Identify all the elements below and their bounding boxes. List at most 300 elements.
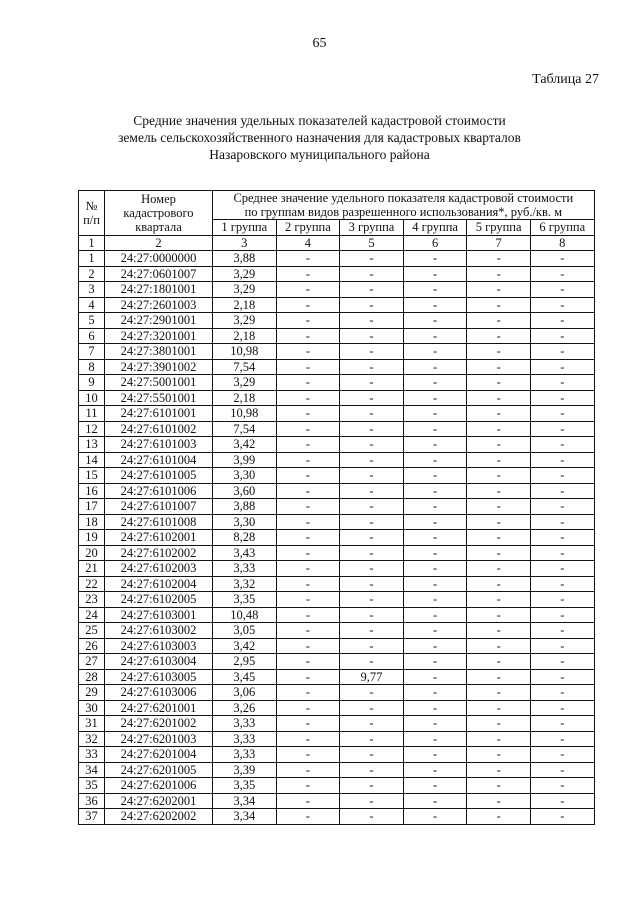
table-row <box>79 452 595 468</box>
group-4-value-cell: - <box>403 731 467 747</box>
group-2-value-cell: - <box>276 607 340 623</box>
group-3-value-cell: - <box>340 483 404 499</box>
table-row <box>79 251 595 267</box>
group-4-value-cell: - <box>403 499 467 515</box>
group-2-value-cell: - <box>276 375 340 391</box>
page-number: 65 <box>312 36 327 51</box>
group-6-value-cell: - <box>530 561 594 577</box>
row-number-cell: 26 <box>79 638 105 654</box>
cadastral-quarter-cell: 24:27:5501001 <box>105 390 213 406</box>
group-5-value-cell: - <box>467 762 531 778</box>
group-1-value-cell: 3,39 <box>213 762 277 778</box>
group-1-value-cell: 7,54 <box>213 421 277 437</box>
group-5-value-cell: - <box>467 328 531 344</box>
group-1-value-cell: 2,18 <box>213 390 277 406</box>
group-2-value-cell: - <box>276 251 340 267</box>
group-6-value-cell: - <box>530 406 594 422</box>
group-3-value-cell: - <box>340 344 404 360</box>
group-4-value-cell: - <box>403 297 467 313</box>
cadastral-quarter-cell: 24:27:6103006 <box>105 685 213 701</box>
group-3-value-cell: 9,77 <box>340 669 404 685</box>
row-number-cell: 7 <box>79 344 105 360</box>
table-row <box>79 282 595 298</box>
cadastral-quarter-cell: 24:27:6103001 <box>105 607 213 623</box>
group-2-value-cell: - <box>276 623 340 639</box>
cadastral-quarter-cell: 24:27:2601003 <box>105 297 213 313</box>
group-3-value-cell: - <box>340 266 404 282</box>
table-header <box>79 191 595 251</box>
row-number-cell: 1 <box>79 251 105 267</box>
table-row <box>79 514 595 530</box>
row-number-cell: 25 <box>79 623 105 639</box>
group-1-value-cell: 3,30 <box>213 514 277 530</box>
group-2-value-cell: - <box>276 654 340 670</box>
group-2-value-cell: - <box>276 576 340 592</box>
group-6-value-cell: - <box>530 530 594 546</box>
group-3-value-cell: - <box>340 623 404 639</box>
group-4-value-cell: - <box>403 623 467 639</box>
cadastral-quarter-cell: 24:27:6101003 <box>105 437 213 453</box>
group-2-value-cell: - <box>276 809 340 825</box>
group-1-value-cell: 2,95 <box>213 654 277 670</box>
group-1-value-cell: 3,35 <box>213 778 277 794</box>
group-6-value-cell: - <box>530 375 594 391</box>
group-4-value-cell: - <box>403 685 467 701</box>
group-3-value-cell: - <box>340 282 404 298</box>
group-5-value-cell: - <box>467 793 531 809</box>
group-6-value-cell: - <box>530 359 594 375</box>
table-row <box>79 669 595 685</box>
cadastral-quarter-cell: 24:27:6202002 <box>105 809 213 825</box>
group-3-value-cell: - <box>340 452 404 468</box>
group-5-value-cell: - <box>467 607 531 623</box>
row-number-cell: 3 <box>79 282 105 298</box>
row-number-cell: 28 <box>79 669 105 685</box>
group-4-value-cell: - <box>403 406 467 422</box>
row-number-cell: 29 <box>79 685 105 701</box>
group-4-value-cell: - <box>403 809 467 825</box>
group-3-value-cell: - <box>340 762 404 778</box>
group-5-value-cell: - <box>467 406 531 422</box>
table-row <box>79 344 595 360</box>
group-4-value-cell: - <box>403 545 467 561</box>
table-row <box>79 313 595 329</box>
group-4-value-cell: - <box>403 437 467 453</box>
group-1-value-cell: 3,29 <box>213 282 277 298</box>
header-column-number: 3 <box>213 235 277 251</box>
table-row <box>79 375 595 391</box>
row-number-cell: 18 <box>79 514 105 530</box>
group-3-value-cell: - <box>340 499 404 515</box>
row-number-cell: 21 <box>79 561 105 577</box>
group-5-value-cell: - <box>467 778 531 794</box>
group-3-value-cell: - <box>340 421 404 437</box>
group-4-value-cell: - <box>403 607 467 623</box>
group-1-value-cell: 10,98 <box>213 406 277 422</box>
title-line-3: Назаровского муниципального района <box>209 147 430 162</box>
row-number-cell: 34 <box>79 762 105 778</box>
header-row-number: № п/п <box>79 191 105 236</box>
group-3-value-cell: - <box>340 545 404 561</box>
group-4-value-cell: - <box>403 452 467 468</box>
group-4-value-cell: - <box>403 561 467 577</box>
cadastral-quarter-cell: 24:27:0000000 <box>105 251 213 267</box>
table-row <box>79 762 595 778</box>
row-number-cell: 6 <box>79 328 105 344</box>
group-2-value-cell: - <box>276 313 340 329</box>
header-numbering-row <box>79 235 595 251</box>
group-6-value-cell: - <box>530 654 594 670</box>
title-line-1: Средние значения удельных показателей кадастровой стоимости <box>133 113 506 128</box>
header-column-number: 1 <box>79 235 105 251</box>
table-row <box>79 685 595 701</box>
row-number-cell: 16 <box>79 483 105 499</box>
row-number-cell: 31 <box>79 716 105 732</box>
group-6-value-cell: - <box>530 576 594 592</box>
group-6-value-cell: - <box>530 669 594 685</box>
row-number-cell: 15 <box>79 468 105 484</box>
group-2-value-cell: - <box>276 716 340 732</box>
group-6-value-cell: - <box>530 313 594 329</box>
group-1-value-cell: 3,33 <box>213 731 277 747</box>
group-5-value-cell: - <box>467 452 531 468</box>
group-4-value-cell: - <box>403 483 467 499</box>
header-average-value: Среднее значение удельного показателя кадастровой стоимости по группам видов разрешенного использования*, руб./кв. м <box>213 191 595 220</box>
group-1-value-cell: 7,54 <box>213 359 277 375</box>
cadastral-quarter-cell: 24:27:3801001 <box>105 344 213 360</box>
cadastral-quarter-cell: 24:27:6201006 <box>105 778 213 794</box>
header-group-2: 2 группа <box>276 220 340 236</box>
group-5-value-cell: - <box>467 297 531 313</box>
group-1-value-cell: 3,29 <box>213 375 277 391</box>
group-3-value-cell: - <box>340 592 404 608</box>
group-4-value-cell: - <box>403 576 467 592</box>
group-6-value-cell: - <box>530 545 594 561</box>
row-number-cell: 2 <box>79 266 105 282</box>
group-3-value-cell: - <box>340 638 404 654</box>
group-1-value-cell: 2,18 <box>213 328 277 344</box>
group-5-value-cell: - <box>467 266 531 282</box>
group-2-value-cell: - <box>276 421 340 437</box>
row-number-cell: 27 <box>79 654 105 670</box>
group-5-value-cell: - <box>467 545 531 561</box>
group-6-value-cell: - <box>530 793 594 809</box>
group-3-value-cell: - <box>340 313 404 329</box>
group-6-value-cell: - <box>530 685 594 701</box>
header-column-number: 2 <box>105 235 213 251</box>
table-title <box>0 112 639 163</box>
group-6-value-cell: - <box>530 514 594 530</box>
group-5-value-cell: - <box>467 731 531 747</box>
header-group-1: 1 группа <box>213 220 277 236</box>
group-5-value-cell: - <box>467 809 531 825</box>
cadastral-quarter-cell: 24:27:6101007 <box>105 499 213 515</box>
table-row <box>79 576 595 592</box>
group-1-value-cell: 3,88 <box>213 251 277 267</box>
cadastral-quarter-cell: 24:27:6103003 <box>105 638 213 654</box>
cadastral-quarter-cell: 24:27:0601007 <box>105 266 213 282</box>
group-4-value-cell: - <box>403 328 467 344</box>
group-1-value-cell: 3,99 <box>213 452 277 468</box>
header-group-5: 5 группа <box>467 220 531 236</box>
group-4-value-cell: - <box>403 530 467 546</box>
group-6-value-cell: - <box>530 607 594 623</box>
group-1-value-cell: 3,88 <box>213 499 277 515</box>
group-1-value-cell: 3,42 <box>213 437 277 453</box>
table-row <box>79 623 595 639</box>
group-5-value-cell: - <box>467 282 531 298</box>
cadastral-quarter-cell: 24:27:6102002 <box>105 545 213 561</box>
group-4-value-cell: - <box>403 282 467 298</box>
group-6-value-cell: - <box>530 809 594 825</box>
group-1-value-cell: 3,34 <box>213 793 277 809</box>
table-row <box>79 654 595 670</box>
group-1-value-cell: 10,98 <box>213 344 277 360</box>
header-column-number: 4 <box>276 235 340 251</box>
group-2-value-cell: - <box>276 700 340 716</box>
table-row <box>79 793 595 809</box>
row-number-cell: 36 <box>79 793 105 809</box>
group-2-value-cell: - <box>276 514 340 530</box>
group-6-value-cell: - <box>530 716 594 732</box>
group-4-value-cell: - <box>403 669 467 685</box>
group-1-value-cell: 3,35 <box>213 592 277 608</box>
group-6-value-cell: - <box>530 251 594 267</box>
table-row <box>79 421 595 437</box>
group-5-value-cell: - <box>467 251 531 267</box>
cadastral-quarter-cell: 24:27:6102003 <box>105 561 213 577</box>
row-number-cell: 35 <box>79 778 105 794</box>
group-1-value-cell: 3,33 <box>213 716 277 732</box>
group-5-value-cell: - <box>467 700 531 716</box>
group-5-value-cell: - <box>467 747 531 763</box>
row-number-cell: 12 <box>79 421 105 437</box>
group-6-value-cell: - <box>530 499 594 515</box>
cadastral-quarter-cell: 24:27:6103004 <box>105 654 213 670</box>
group-2-value-cell: - <box>276 592 340 608</box>
group-4-value-cell: - <box>403 700 467 716</box>
group-1-value-cell: 3,30 <box>213 468 277 484</box>
cadastral-quarter-cell: 24:27:6202001 <box>105 793 213 809</box>
group-5-value-cell: - <box>467 669 531 685</box>
group-5-value-cell: - <box>467 468 531 484</box>
group-5-value-cell: - <box>467 483 531 499</box>
group-2-value-cell: - <box>276 452 340 468</box>
row-number-cell: 20 <box>79 545 105 561</box>
group-2-value-cell: - <box>276 499 340 515</box>
table-row <box>79 530 595 546</box>
group-3-value-cell: - <box>340 654 404 670</box>
table-row <box>79 638 595 654</box>
group-4-value-cell: - <box>403 716 467 732</box>
group-1-value-cell: 3,45 <box>213 669 277 685</box>
group-2-value-cell: - <box>276 266 340 282</box>
table-row <box>79 390 595 406</box>
row-number-cell: 14 <box>79 452 105 468</box>
cadastral-quarter-cell: 24:27:6102005 <box>105 592 213 608</box>
group-6-value-cell: - <box>530 282 594 298</box>
table-row <box>79 468 595 484</box>
group-2-value-cell: - <box>276 685 340 701</box>
group-2-value-cell: - <box>276 778 340 794</box>
group-1-value-cell: 2,18 <box>213 297 277 313</box>
table-label: Таблица 27 <box>532 72 599 87</box>
group-5-value-cell: - <box>467 437 531 453</box>
group-6-value-cell: - <box>530 700 594 716</box>
group-4-value-cell: - <box>403 375 467 391</box>
cadastral-quarter-cell: 24:27:6201005 <box>105 762 213 778</box>
group-5-value-cell: - <box>467 638 531 654</box>
table-row <box>79 297 595 313</box>
cadastral-quarter-cell: 24:27:6201002 <box>105 716 213 732</box>
group-6-value-cell: - <box>530 421 594 437</box>
table-row <box>79 716 595 732</box>
group-2-value-cell: - <box>276 468 340 484</box>
row-number-cell: 8 <box>79 359 105 375</box>
table-row <box>79 731 595 747</box>
row-number-cell: 22 <box>79 576 105 592</box>
group-2-value-cell: - <box>276 530 340 546</box>
group-3-value-cell: - <box>340 607 404 623</box>
cadastral-quarter-cell: 24:27:6101002 <box>105 421 213 437</box>
group-4-value-cell: - <box>403 313 467 329</box>
group-6-value-cell: - <box>530 778 594 794</box>
table-row <box>79 483 595 499</box>
group-3-value-cell: - <box>340 716 404 732</box>
group-4-value-cell: - <box>403 638 467 654</box>
group-1-value-cell: 3,43 <box>213 545 277 561</box>
header-group-6: 6 группа <box>530 220 594 236</box>
row-number-cell: 23 <box>79 592 105 608</box>
row-number-cell: 19 <box>79 530 105 546</box>
group-4-value-cell: - <box>403 654 467 670</box>
group-1-value-cell: 3,33 <box>213 561 277 577</box>
group-6-value-cell: - <box>530 762 594 778</box>
table-row <box>79 809 595 825</box>
group-6-value-cell: - <box>530 437 594 453</box>
group-1-value-cell: 3,06 <box>213 685 277 701</box>
group-6-value-cell: - <box>530 468 594 484</box>
group-1-value-cell: 3,29 <box>213 313 277 329</box>
group-4-value-cell: - <box>403 514 467 530</box>
table-row <box>79 359 595 375</box>
group-1-value-cell: 3,32 <box>213 576 277 592</box>
header-column-number: 7 <box>467 235 531 251</box>
header-column-number: 6 <box>403 235 467 251</box>
group-6-value-cell: - <box>530 328 594 344</box>
group-1-value-cell: 3,33 <box>213 747 277 763</box>
cadastral-quarter-cell: 24:27:5001001 <box>105 375 213 391</box>
group-1-value-cell: 3,60 <box>213 483 277 499</box>
header-group-3: 3 группа <box>340 220 404 236</box>
table-row <box>79 592 595 608</box>
group-2-value-cell: - <box>276 483 340 499</box>
group-3-value-cell: - <box>340 793 404 809</box>
row-number-cell: 37 <box>79 809 105 825</box>
group-5-value-cell: - <box>467 623 531 639</box>
group-5-value-cell: - <box>467 313 531 329</box>
group-3-value-cell: - <box>340 809 404 825</box>
table-row <box>79 328 595 344</box>
group-3-value-cell: - <box>340 778 404 794</box>
group-3-value-cell: - <box>340 468 404 484</box>
group-4-value-cell: - <box>403 592 467 608</box>
group-3-value-cell: - <box>340 685 404 701</box>
group-6-value-cell: - <box>530 390 594 406</box>
group-3-value-cell: - <box>340 390 404 406</box>
group-6-value-cell: - <box>530 452 594 468</box>
row-number-cell: 9 <box>79 375 105 391</box>
group-6-value-cell: - <box>530 592 594 608</box>
row-number-cell: 13 <box>79 437 105 453</box>
group-1-value-cell: 3,29 <box>213 266 277 282</box>
group-2-value-cell: - <box>276 762 340 778</box>
group-5-value-cell: - <box>467 421 531 437</box>
group-5-value-cell: - <box>467 654 531 670</box>
group-4-value-cell: - <box>403 421 467 437</box>
group-2-value-cell: - <box>276 638 340 654</box>
group-3-value-cell: - <box>340 251 404 267</box>
header-cadastral-quarter: Номер кадастрового квартала <box>105 191 213 236</box>
group-6-value-cell: - <box>530 483 594 499</box>
group-3-value-cell: - <box>340 561 404 577</box>
group-5-value-cell: - <box>467 375 531 391</box>
table-row <box>79 406 595 422</box>
row-number-cell: 17 <box>79 499 105 515</box>
group-5-value-cell: - <box>467 561 531 577</box>
header-group-4: 4 группа <box>403 220 467 236</box>
group-6-value-cell: - <box>530 623 594 639</box>
group-4-value-cell: - <box>403 778 467 794</box>
group-2-value-cell: - <box>276 297 340 313</box>
cadastral-quarter-cell: 24:27:6101006 <box>105 483 213 499</box>
group-5-value-cell: - <box>467 359 531 375</box>
cadastral-quarter-cell: 24:27:6103002 <box>105 623 213 639</box>
table-row <box>79 747 595 763</box>
table-row <box>79 437 595 453</box>
cadastral-quarter-cell: 24:27:2901001 <box>105 313 213 329</box>
group-4-value-cell: - <box>403 793 467 809</box>
group-5-value-cell: - <box>467 716 531 732</box>
group-2-value-cell: - <box>276 561 340 577</box>
group-2-value-cell: - <box>276 731 340 747</box>
group-5-value-cell: - <box>467 576 531 592</box>
group-3-value-cell: - <box>340 328 404 344</box>
group-5-value-cell: - <box>467 390 531 406</box>
group-3-value-cell: - <box>340 747 404 763</box>
cadastral-quarter-cell: 24:27:6101005 <box>105 468 213 484</box>
table-row <box>79 561 595 577</box>
table-row <box>79 499 595 515</box>
group-3-value-cell: - <box>340 514 404 530</box>
group-5-value-cell: - <box>467 685 531 701</box>
group-2-value-cell: - <box>276 359 340 375</box>
row-number-cell: 5 <box>79 313 105 329</box>
group-3-value-cell: - <box>340 437 404 453</box>
cadastral-quarter-cell: 24:27:6101008 <box>105 514 213 530</box>
group-6-value-cell: - <box>530 297 594 313</box>
cadastral-quarter-cell: 24:27:6201001 <box>105 700 213 716</box>
cadastral-value-table <box>78 190 595 825</box>
cadastral-quarter-cell: 24:27:6102001 <box>105 530 213 546</box>
group-3-value-cell: - <box>340 406 404 422</box>
table-row <box>79 266 595 282</box>
group-2-value-cell: - <box>276 793 340 809</box>
group-5-value-cell: - <box>467 592 531 608</box>
cadastral-quarter-cell: 24:27:3201001 <box>105 328 213 344</box>
group-2-value-cell: - <box>276 669 340 685</box>
cadastral-quarter-cell: 24:27:1801001 <box>105 282 213 298</box>
